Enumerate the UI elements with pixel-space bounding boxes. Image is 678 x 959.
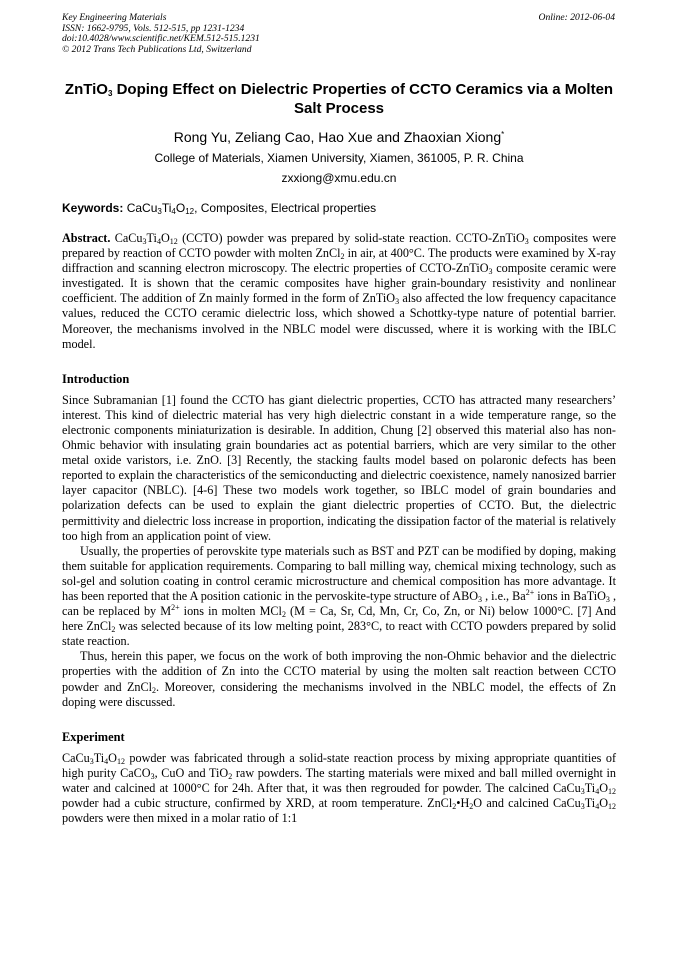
- abstract-label: Abstract.: [62, 231, 111, 245]
- doi-line: doi:10.4028/www.scientific.net/KEM.512-515.1231: [62, 33, 260, 44]
- journal-header: [62, 13, 260, 55]
- corresponding-author-mark: *: [501, 130, 505, 139]
- article-body: [62, 80, 616, 826]
- journal-name: Key Engineering Materials: [62, 12, 167, 23]
- introduction-paragraph-2: Usually, the properties of perovskite type materials such as BST and PZT can be modified by doping, making them suitable for application requirements. Comparing to ball milling way, chemical mixing technology, such as sol-gel and solution coating in control ceramic microstructure and chemical composition has more advantage. It has been reported that the A position cationic in the pervoskite-type structure of $ABO_3$ , i.e., $Ba^{2+}$ ions in BaTiO$_3$ , can be replaced by $M^{2+}$ ions in molten MCl$_2$ (M = Ca, Sr, Cd, Mn, Cr, Co, Zn, or Ni) below 1000°C. [7] And here ZnCl$_2$ was selected because of its low melting point, 283°C, to react with CCTO powders prepared by solid state reaction.: [62, 543, 617, 649]
- experiment-paragraph-1: $CaCu_3Ti_4O_{12}$ powder was fabricated through a solid-state reaction process by mixing appropriate quantities of high purity CaCO$_3$, CuO and TiO$_2$ raw powders. The starting materials were mixed and ball milled overnight in water and calcined at 1000°C for 24h. After that, it was then regrouded for powder. The calcined $CaCu_3Ti_4O_{12}$ powder had a cubic structure, confirmed by XRD, at room temperature. $ZnCl_2•H_2O$ and calcined $CaCu_3Ti_4O_{12}$ powders were then mixed in a molar ratio of 1:1: [62, 750, 617, 826]
- online-date: Online: 2012-06-04: [538, 12, 615, 23]
- author-list: Rong Yu, Zeliang Cao, Hao Xue and Zhaoxian Xiong*: [173, 129, 505, 145]
- copyright-line: © 2012 Trans Tech Publications Ltd, Switzerland: [62, 43, 252, 55]
- issn-line: ISSN: 1662-9795, Vols. 512-515, pp 1231-1234: [62, 22, 245, 34]
- introduction-heading: Introduction: [62, 371, 130, 386]
- abstract-paragraph: Abstract. $CaCu_3Ti_4O_{12}$ (CCTO) powder was prepared by solid-state reaction. CCTO-ZnTiO$_3$ composites were prepared by reaction of CCTO powder with molten ZnCl$_2$ in air, at 400°C. The products were examined by X-ray diffraction and scanning electron microscopy. The electric properties of CCTO-ZnTiO$_3$ composite ceramic were investigated. It is shown that the ceramic composites have higher grain-boundary resistivity and nonlinear coefficient. The addition of Zn mainly formed in the form of ZnTiO$_3$ also affected the low frequency capacitance values, reduced the CCTO ceramic dielectric loss, which showed a Schottky-type nature of potential barrier. Moreover, the mechanisms involved in the NBLC model were discussed, where it is working with the IBLC model.: [62, 231, 617, 351]
- keywords-label: Keywords:: [62, 201, 124, 215]
- paper-title: ZnTiO$_3$ Doping Effect on Dielectric Properties of CCTO Ceramics via a Molten Salt Process: [64, 81, 614, 117]
- author-email[interactable]: zxxiong@xmu.edu.cn: [281, 171, 397, 185]
- introduction-paragraph-3: Thus, herein this paper, we focus on the work of both improving the non-Ohmic behavior and the dielectric properties with the addition of Zn into the CCTO material by using the molten salt reaction between CCTO powder and ZnCl$_2$. Moreover, considering the mechanisms involved in the NBLC model, the effects of Zn doping were discussed.: [62, 649, 617, 709]
- affiliation: College of Materials, Xiamen University, Xiamen, 361005, P. R. China: [154, 151, 524, 165]
- introduction-paragraph-1: Since Subramanian [1] found the CCTO has giant dielectric properties, CCTO has attracted many researchers’ interest. This kind of dielectric material has very high dielectric constant in a wide temperature range, so the electronic components miniaturization is desirable. In addition, Chung [2] observed this material also has non-Ohmic behavior with insulating grain boundaries act as potential barriers, which are very similar to the other metal oxide varistors, i.e. ZnO. [3] Recently, the stacking faults model based on polaronic defects has been reported to explain the characteristics of the semiconducting and dielectric coexistence, namely nanosized barrier layer capacitor (NBLC). [4-6] These two models work together, so IBLC model of grain boundaries and polarization defects can be used to explain the giant dielectric properties of CCTO. But, the dielectric permittivity and dielectric loss increase in proportion, indicating the dissipation factor of the material is relatively too high from an application point of view.: [62, 392, 616, 543]
- experiment-heading: Experiment: [62, 729, 125, 744]
- keywords: Keywords: $CaCu_3Ti_4O_{12}$, Composites, Electrical properties: [62, 201, 377, 216]
